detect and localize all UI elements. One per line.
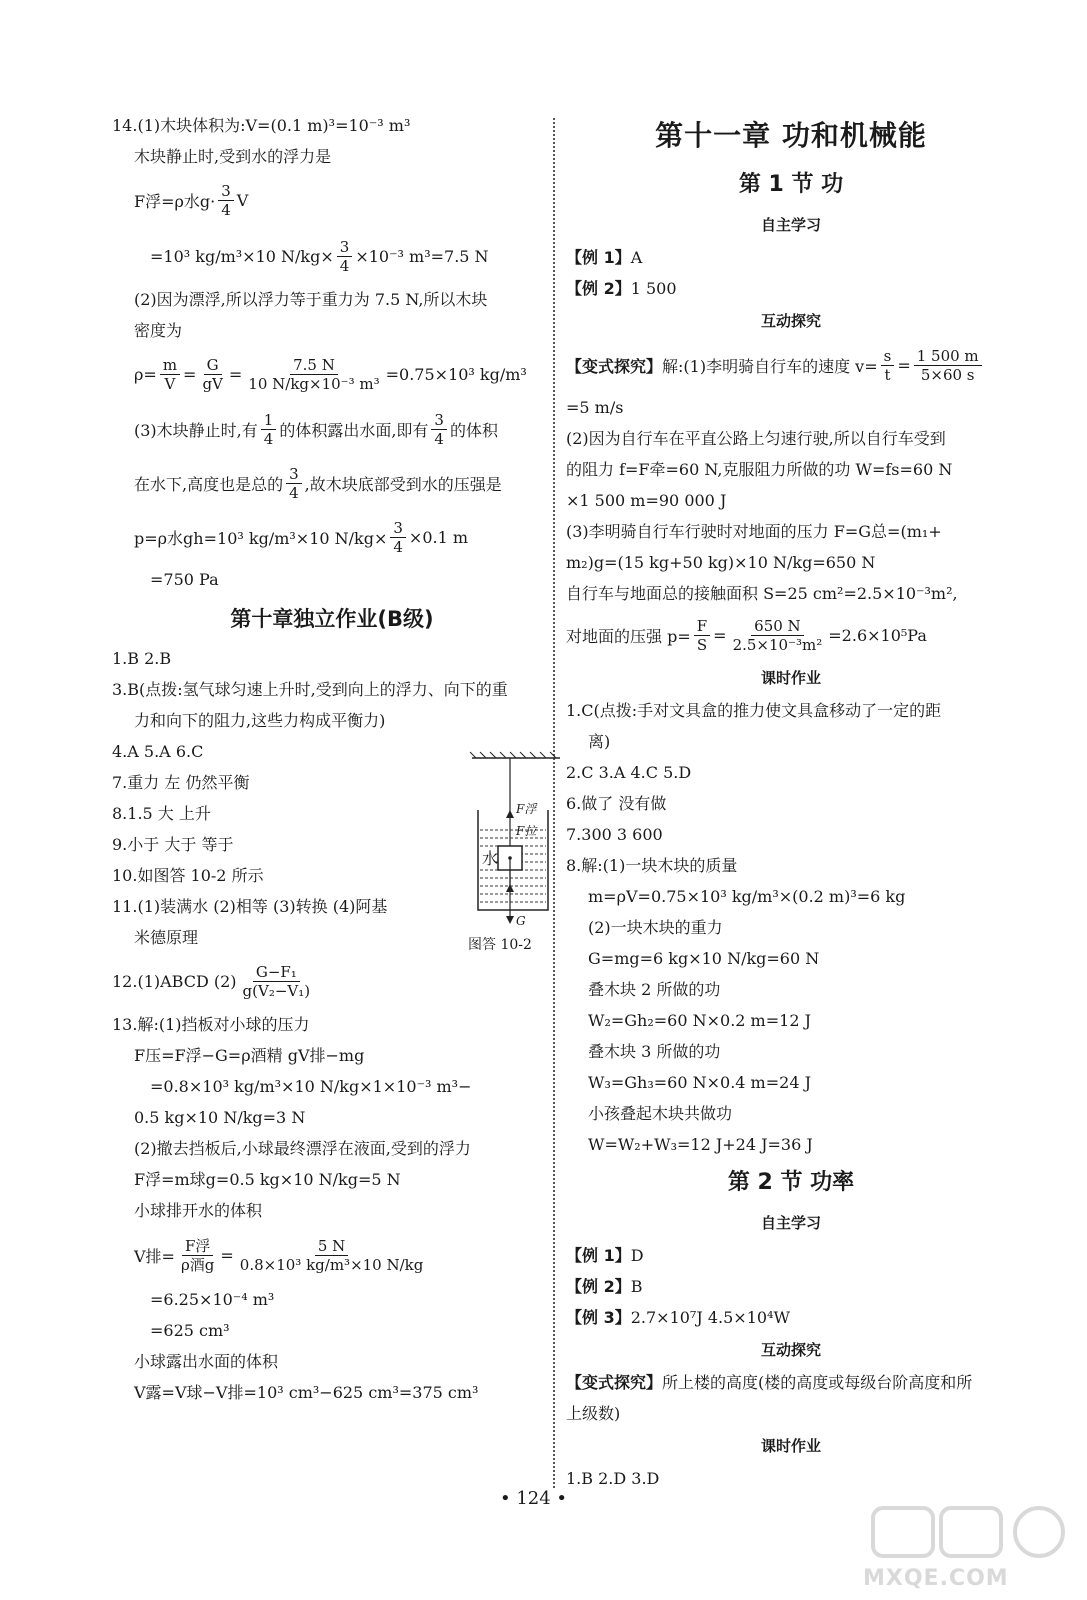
fraction (390, 519, 406, 556)
frac-den: 5×60 s (920, 365, 975, 384)
formula-text: 对地面的压强 p= (566, 626, 691, 646)
hw-8f: 叠木块 3 所做的功 (588, 1042, 721, 1061)
formula-text: V排= (134, 1246, 175, 1266)
frac-den: 4 (221, 200, 231, 219)
answer-3b: 力和向下的阻力,这些力构成平衡力) (134, 711, 386, 730)
watermark-icon (863, 1502, 1073, 1562)
q14-line3: (2)因为漂浮,所以浮力等于重力为 7.5 N,所以木块 (134, 290, 488, 309)
frac-den: 4 (289, 483, 299, 502)
q14-f1-right: V (236, 190, 249, 210)
answer-1: 1.B 2.B (112, 649, 172, 668)
answer-12 (112, 953, 552, 1009)
frac-den: 10 N/kg×10⁻³ m³ (248, 374, 380, 393)
frac-num: 5 N (315, 1237, 348, 1256)
figure-label-f-pull: F拉 (516, 824, 537, 838)
frac-num: 3 (286, 465, 302, 484)
frac-num: 3 (337, 238, 353, 257)
frac-num: 3 (390, 519, 406, 538)
right-column (566, 110, 1016, 1494)
figure-10-2 (464, 750, 564, 953)
q13-line10: 小球露出水面的体积 (134, 1352, 279, 1371)
self-study-heading-2: 自主学习 (760, 1214, 821, 1232)
fraction (218, 182, 234, 219)
hw-8b: (2)一块木块的重力 (588, 918, 723, 937)
variant-inquiry-2b: 上级数) (566, 1404, 621, 1423)
variant-line-f: (3)李明骑自行车行驶时对地面的压力 F=G总=(m₁+ (566, 522, 942, 541)
variant-line-h: 自行车与地面总的接触面积 S=25 cm²=2.5×10⁻³m², (566, 584, 958, 603)
fraction (431, 411, 447, 448)
figure-label-g: G (516, 914, 526, 928)
hw-8c: G=mg=6 kg×10 N/kg=60 N (588, 949, 820, 968)
frac-num: m (160, 356, 180, 375)
frac-den: 4 (263, 429, 274, 448)
frac-den: g(V₂−V₁) (242, 981, 311, 1000)
self-study-heading: 自主学习 (760, 216, 821, 234)
hw-1b: 离) (588, 732, 611, 751)
hw-2: 2.C 3.A 4.C 5.D (566, 763, 692, 782)
example-answer: D (630, 1246, 644, 1265)
answer-9: 9.小于 大于 等于 (112, 835, 234, 854)
q14-formula3 (112, 346, 552, 402)
frac-num: 3 (218, 182, 234, 201)
frac-num: G−F₁ (253, 963, 300, 982)
q14-line4: 密度为 (134, 321, 183, 340)
q13-formula1 (112, 1226, 552, 1284)
section2-title: 第 2 节 功率 (727, 1170, 855, 1195)
fraction (240, 963, 314, 1000)
example-2 (566, 273, 1016, 304)
variant-text: 所上楼的高度(楼的高度或每级台阶高度和所 (662, 1373, 973, 1392)
frac-num: F (694, 617, 710, 636)
q14-line7: =750 Pa (150, 570, 219, 589)
q13-line6: F浮=m球g=0.5 kg×10 N/kg=5 N (134, 1170, 401, 1189)
fraction (245, 356, 382, 393)
example-tag: 【例 1】 (566, 248, 631, 267)
frac-den: 4 (339, 256, 350, 275)
q14-formula1 (112, 172, 552, 228)
answer-7: 7.重力 左 仍然平衡 (112, 773, 250, 792)
frac-den: ρ酒g (180, 1255, 215, 1274)
fraction (160, 356, 180, 393)
variant-line-c: (2)因为自行车在平直公路上匀速行驶,所以自行车受到 (566, 429, 946, 448)
formula-text: = (220, 1245, 234, 1265)
homework-heading-2: 课时作业 (760, 1437, 821, 1455)
chapter-title: 第十一章 功和机械能 (655, 119, 927, 152)
answer-11a: 11.(1)装满水 (2)相等 (3)转换 (4)阿基 (112, 897, 388, 916)
fraction (237, 1237, 427, 1274)
fraction (261, 411, 277, 448)
frac-num: 7.5 N (290, 356, 338, 375)
frac-den: gV (202, 374, 223, 393)
q13-line1: 13.解:(1)挡板对小球的压力 (112, 1015, 310, 1034)
figure-caption: 图答 10-2 (468, 937, 532, 953)
variant-inquiry-1 (566, 338, 1016, 392)
frac-den: 2.5×10⁻³m² (732, 635, 823, 654)
variant-line-d: 的阻力 f=F牵=60 N,克服阻力所做的功 W=fs=60 N (566, 460, 953, 479)
section-title-chapter10-b: 第十章独立作业(B级) (230, 607, 434, 631)
q13-line7: 小球排开水的体积 (134, 1201, 263, 1220)
fraction (914, 347, 982, 384)
hw-8g: W₃=Gh₃=60 N×0.4 m=24 J (588, 1073, 811, 1092)
frac-num: F浮 (182, 1237, 213, 1256)
frac-num: 1 (261, 411, 277, 430)
fraction (881, 347, 895, 384)
variant-pressure-formula (566, 609, 1016, 661)
q14-f2-left: =10³ kg/m³×10 N/kg× (150, 246, 334, 266)
figure-label-f-float: F浮 (516, 802, 537, 816)
q14-line2: 木块静止时,受到水的浮力是 (134, 147, 332, 166)
formula-text: ×0.1 m (408, 527, 469, 547)
variant-line-g: m₂)g=(15 kg+50 kg)×10 N/kg=650 N (566, 553, 876, 572)
q14-f2-right: ×10⁻³ m³=7.5 N (355, 246, 489, 266)
formula-text: p=ρ水gh=10³ kg/m³×10 N/kg× (134, 528, 388, 548)
watermark-text: MXQE.COM (863, 1566, 1009, 1591)
answer-3a: 3.B(点拨:氢气球匀速上升时,受到向上的浮力、向下的重 (112, 680, 508, 699)
example-tag: 【例 3】 (566, 1308, 631, 1327)
example-1 (566, 242, 1016, 273)
variant-inquiry-2 (566, 1367, 1016, 1398)
example-tag: 【例 2】 (566, 1277, 631, 1296)
fraction (730, 617, 826, 654)
figure-label-water: 水 (482, 849, 499, 868)
hw-8h: 小孩叠起木块共做功 (588, 1104, 733, 1123)
fraction (694, 617, 710, 654)
q13-line8: =6.25×10⁻⁴ m³ (150, 1290, 275, 1309)
frac-num: 1 500 m (914, 347, 982, 366)
variant-line-e: ×1 500 m=90 000 J (566, 491, 727, 510)
q14-formula4 (112, 510, 552, 564)
q14-f1-left: F浮=ρ水g· (134, 191, 216, 211)
formula-text: 的体积露出水面,即有 (279, 420, 429, 440)
q13-line9: =625 cm³ (150, 1321, 230, 1340)
q14-line6 (112, 456, 552, 510)
hw2-1: 1.B 2.D 3.D (566, 1469, 660, 1488)
frac-num: G (204, 356, 222, 375)
formula-text: 在水下,高度也是总的 (134, 474, 284, 494)
section1-title: 第 1 节 功 (738, 172, 844, 197)
q13-line3: =0.8×10³ kg/m³×10 N/kg×1×10⁻³ m³− (150, 1077, 472, 1096)
hw-1a: 1.C(点拨:手对文具盒的推力使文具盒移动了一定的距 (566, 701, 942, 720)
interactive-heading-2: 互动探究 (760, 1341, 821, 1359)
hw-8a: m=ρV=0.75×10³ kg/m³×(0.2 m)³=6 kg (588, 887, 906, 906)
fraction (199, 356, 225, 393)
frac-den: 4 (434, 429, 444, 448)
formula-text: = (228, 364, 243, 384)
fraction (178, 1237, 217, 1274)
q13-line5: (2)撤去挡板后,小球最终漂浮在液面,受到的浮力 (134, 1139, 471, 1158)
formula-text: (3)木块静止时,有 (134, 420, 258, 440)
variant-line-b: =5 m/s (566, 398, 624, 417)
hw-8d: 叠木块 2 所做的功 (588, 980, 721, 999)
hw-6: 6.做了 没有做 (566, 794, 667, 813)
q13-line11: V露=V球−V排=10³ cm³−625 cm³=375 cm³ (134, 1383, 479, 1402)
formula-text: = (897, 355, 911, 375)
frac-den: 0.8×10³ kg/m³×10 N/kg (239, 1255, 424, 1274)
frac-den: t (884, 365, 891, 384)
frac-num: 650 N (751, 617, 804, 636)
left-column (112, 110, 552, 1408)
example-2-2 (566, 1271, 1016, 1302)
formula-text: ρ= (134, 364, 157, 384)
example-tag: 【例 1】 (566, 1246, 631, 1265)
frac-den: V (164, 374, 176, 393)
formula-text: 的体积 (449, 420, 498, 440)
q13-line4: 0.5 kg×10 N/kg=3 N (134, 1108, 306, 1127)
q14-line5 (112, 402, 552, 456)
variant-tag: 【变式探究】 (566, 1373, 663, 1392)
answer-4: 4.A 5.A 6.C (112, 742, 204, 761)
answer-8: 8.1.5 大 上升 (112, 804, 211, 823)
homework-heading: 课时作业 (760, 669, 821, 687)
fraction (337, 238, 353, 275)
frac-den: S (696, 635, 708, 654)
formula-text: = (713, 625, 727, 645)
hw-8: 8.解:(1)一块木块的质量 (566, 856, 738, 875)
formula-text: =0.75×10³ kg/m³ (385, 364, 527, 384)
formula-text: 解:(1)李明骑自行车的速度 v= (662, 356, 878, 376)
example-tag: 【例 2】 (566, 279, 631, 298)
q14-line1: 14.(1)木块体积为:V=(0.1 m)³=10⁻³ m³ (112, 116, 411, 135)
figure-10-2-diagram (464, 750, 564, 950)
formula-text: ,故木块底部受到水的压强是 (304, 474, 502, 494)
formula-text: =2.6×10⁵Pa (828, 625, 927, 645)
frac-den: 4 (393, 537, 403, 556)
formula-text: = (183, 364, 197, 384)
hw-7: 7.300 3 600 (566, 825, 663, 844)
fraction (286, 465, 302, 502)
example-answer: 2.7×10⁷J 4.5×10⁴W (630, 1308, 790, 1327)
frac-num: s (881, 347, 895, 366)
interactive-heading: 互动探究 (760, 312, 821, 330)
q14-formula2 (112, 228, 552, 284)
hw-8i: W=W₂+W₃=12 J+24 J=36 J (588, 1135, 813, 1154)
watermark-logo (863, 1502, 1073, 1594)
answer-10: 10.如图答 10-2 所示 (112, 866, 264, 885)
hw-8e: W₂=Gh₂=60 N×0.2 m=12 J (588, 1011, 811, 1030)
frac-num: 3 (431, 411, 447, 430)
example-2-3 (566, 1302, 1016, 1333)
example-2-1 (566, 1240, 1016, 1271)
answer-11b: 米德原理 (134, 928, 199, 947)
q13-line2: F压=F浮−G=ρ酒精 gV排−mg (134, 1046, 365, 1065)
formula-text: 12.(1)ABCD (2) (112, 971, 237, 991)
example-answer: 1 500 (630, 279, 677, 298)
example-answer: A (630, 248, 643, 267)
example-answer: B (630, 1277, 643, 1296)
variant-tag: 【变式探究】 (566, 356, 663, 376)
page-number: • 124 • (500, 1488, 568, 1509)
